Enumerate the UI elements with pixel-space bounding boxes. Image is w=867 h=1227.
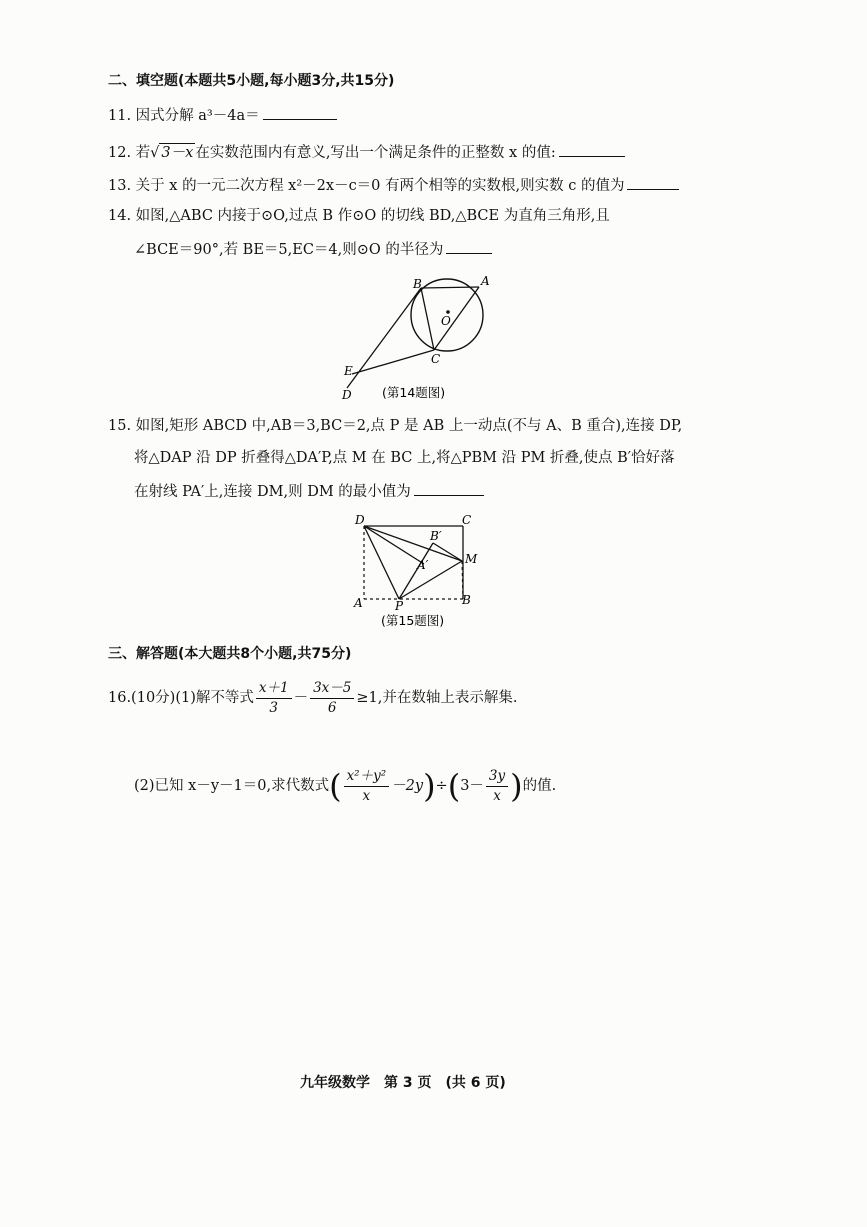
question-12-pre: 12. 若	[108, 145, 151, 161]
label-c: C	[431, 352, 441, 366]
question-13-text: 13. 关于 x 的一元二次方程 x²－2x－c＝0 有两个相等的实数根,则实数 c 的值为	[108, 178, 625, 194]
segment-bc	[421, 288, 434, 350]
answer-blank-12[interactable]	[559, 141, 625, 157]
segment-pm	[399, 561, 462, 599]
division-sign: ÷	[435, 778, 448, 794]
question-14-line2	[134, 238, 492, 261]
figure-15-caption: (第15题图)	[381, 613, 445, 628]
fraction-4	[486, 767, 508, 806]
tangent-bd	[347, 288, 421, 388]
figure-14-caption: (第14题图)	[382, 385, 446, 400]
left-paren-1: (	[329, 767, 342, 805]
question-15-line2: 将△DAP 沿 DP 折叠得△DA′P,点 M 在 BC 上,将△PBM 沿 PM 折叠,使点 B′恰好落	[134, 450, 675, 466]
minus-sign: －	[293, 690, 309, 706]
question-12-post: 在实数范围内有意义,写出一个满足条件的正整数 x 的值:	[195, 145, 556, 161]
section3-heading: 三、解答题(本大题共8个小题,共75分)	[108, 646, 352, 662]
question-14-line1: 14. 如图,△ABC 内接于⊙O,过点 B 作⊙O 的切线 BD,△BCE 为直角三角形,且	[108, 208, 610, 224]
fraction-2	[310, 679, 354, 718]
q16-part2-mid1: －2y	[391, 778, 424, 794]
segment-ec	[352, 350, 434, 374]
question-16-part2	[134, 766, 556, 806]
label-b-prime: B′	[430, 529, 442, 543]
question-11	[108, 104, 337, 127]
answer-blank-13[interactable]	[627, 174, 679, 190]
answer-blank-14[interactable]	[446, 238, 492, 254]
label-a: A	[481, 274, 490, 288]
question-16-part1	[108, 678, 517, 718]
left-paren-2: (	[447, 767, 461, 805]
fraction-1	[256, 679, 292, 718]
question-15-line1: 15. 如图,矩形 ABCD 中,AB＝3,BC＝2,点 P 是 AB 上一动点(不与 A、B 重合),连接 DP,	[108, 418, 683, 434]
fraction-1-numerator: x＋1	[256, 679, 292, 699]
right-paren-2: )	[510, 767, 523, 805]
label-b: B	[413, 277, 422, 291]
figure-15	[345, 510, 495, 632]
question-14-line2-text: ∠BCE＝90°,若 BE＝5,EC＝4,则⊙O 的半径为	[134, 242, 444, 258]
q16-part1-post: ≥1,并在数轴上表示解集.	[356, 690, 518, 706]
answer-blank-11[interactable]	[263, 104, 337, 120]
page-footer: 九年级数学 第 3 页 (共 6 页)	[300, 1075, 506, 1091]
right-paren-1: )	[423, 767, 436, 805]
fraction-2-denominator: 6	[327, 699, 337, 716]
question-15-line3-text: 在射线 PA′上,连接 DM,则 DM 的最小值为	[134, 484, 411, 500]
fraction-4-numerator: 3y	[486, 767, 508, 787]
label-c15: C	[462, 513, 472, 527]
answer-blank-15[interactable]	[414, 480, 484, 496]
label-b15: B	[462, 593, 471, 607]
sqrt-radicand: 3－x	[161, 145, 194, 161]
question-13	[108, 174, 679, 197]
q16-part2-post: 的值.	[522, 778, 557, 794]
q16-part2-mid2: 3－	[460, 778, 484, 794]
q16-part2-pre: (2)已知 x－y－1＝0,求代数式	[134, 778, 330, 794]
label-d15: D	[355, 513, 365, 527]
fraction-2-numerator: 3x－5	[310, 679, 354, 699]
question-15-line3	[134, 480, 484, 503]
label-e: E	[344, 364, 353, 378]
label-m: M	[465, 552, 478, 566]
fraction-4-denominator: x	[493, 787, 501, 804]
q16-part1-pre: 16.(10分)(1)解不等式	[108, 690, 254, 706]
label-d: D	[342, 388, 352, 402]
fraction-1-denominator: 3	[269, 699, 279, 716]
fraction-3	[344, 767, 390, 806]
fraction-3-denominator: x	[362, 787, 371, 804]
label-p: P	[395, 599, 404, 613]
label-o: O	[441, 314, 451, 328]
label-a-prime: A′	[417, 558, 429, 572]
section2-heading: 二、填空题(本题共5小题,每小题3分,共15分)	[108, 73, 395, 89]
label-a15: A	[354, 596, 363, 610]
question-11-text: 11. 因式分解 a³－4a＝	[108, 108, 260, 124]
question-12: 12. 若√ 3－x 在实数范围内有意义,写出一个满足条件的正整数 x 的值:	[108, 141, 625, 164]
fraction-3-numerator: x²＋y²	[344, 767, 390, 787]
figure-14	[330, 268, 510, 410]
